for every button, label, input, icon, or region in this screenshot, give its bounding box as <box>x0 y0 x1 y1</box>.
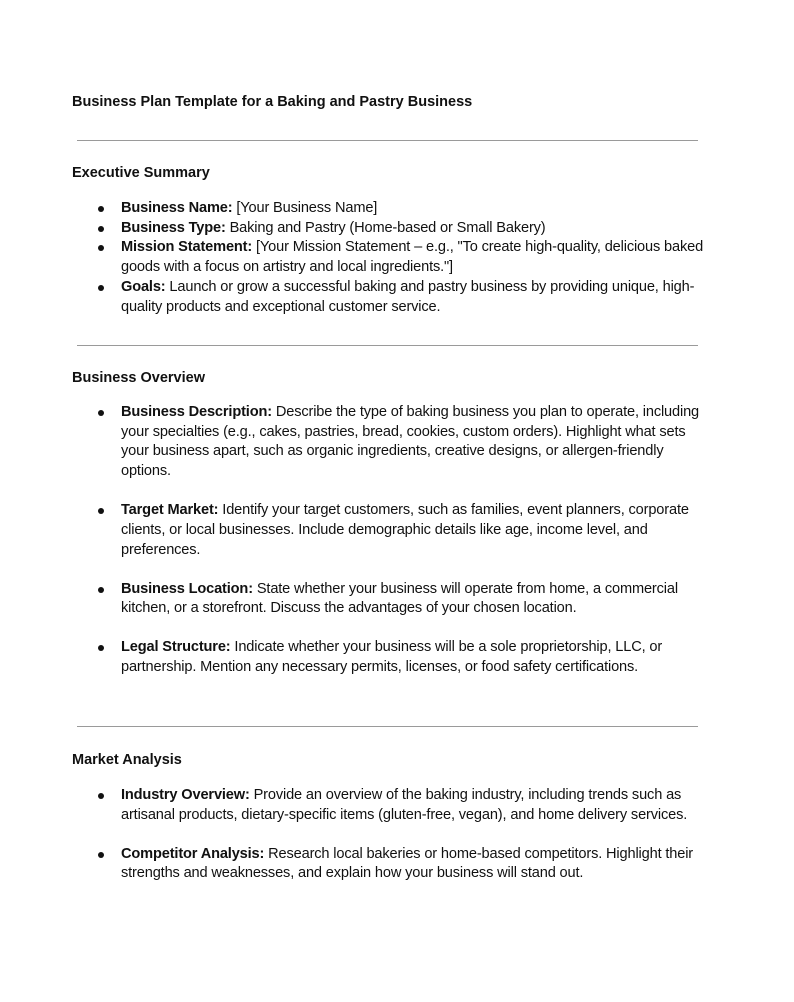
item-text: [Your Mission Statement – e.g., "To create high-quality, delicious baked goods with a focus on artistry and local ingredients."] <box>121 239 704 276</box>
business-overview-list <box>97 403 707 678</box>
item-text: Launch or grow a successful baking and pastry business by providing unique, high-quality products and exceptional customer service. <box>121 278 695 315</box>
executive-summary-list <box>97 199 707 317</box>
list-item <box>97 219 707 239</box>
item-label: Business Name: <box>121 200 233 216</box>
item-label: Business Location: <box>121 580 253 597</box>
section-heading-market-analysis: Market Analysis <box>72 752 182 768</box>
item-text: Indicate whether your business will be a sole proprietorship, LLC, or partnership. Mention any necessary permits, licenses, or food safety certifications. <box>121 639 663 675</box>
item-label: Mission Statement: <box>121 239 253 256</box>
item-text: [Your Business Name] <box>232 200 378 216</box>
item-text: Describe the type of baking business you plan to operate, including your specialties (e.g., cakes, pastries, bread, cookies, custom orders). Highlight what sets your business apart, such as organic ingredients, creative designs, or allergen-friendly options. <box>121 404 700 480</box>
divider <box>77 726 698 727</box>
item-label: Business Description: <box>121 404 272 420</box>
item-label: Goals: <box>121 278 166 295</box>
list-item <box>97 238 707 277</box>
section-heading-business-overview: Business Overview <box>72 370 205 386</box>
item-text: Identify your target customers, such as families, event planners, corporate clients, or local businesses. Include demographic details like age, income level, and preferences. <box>121 502 689 558</box>
market-analysis-list <box>97 786 707 884</box>
item-label: Competitor Analysis: <box>121 845 265 862</box>
item-label: Business Type: <box>121 219 226 236</box>
list-item <box>97 501 707 560</box>
item-label: Industry Overview: <box>121 787 250 803</box>
list-item <box>97 845 707 884</box>
item-label: Legal Structure: <box>121 639 231 656</box>
item-label: Target Market: <box>121 502 219 519</box>
item-text: Research local bakeries or home-based competitors. Highlight their strengths and weaknesses, and explain how your business will stand out. <box>121 845 694 882</box>
list-item <box>97 580 707 619</box>
item-text: Provide an overview of the baking industry, including trends such as artisanal products, dietary-specific items (gluten-free, vegan), and home delivery services. <box>121 787 688 823</box>
divider <box>77 345 698 346</box>
list-item <box>97 786 707 825</box>
list-item <box>97 403 707 482</box>
section-heading-executive-summary: Executive Summary <box>72 165 210 181</box>
list-item <box>97 638 707 677</box>
document-title: Business Plan Template for a Baking and Pastry Business <box>72 94 473 110</box>
item-text: Baking and Pastry (Home-based or Small Bakery) <box>225 219 546 236</box>
divider <box>77 140 698 141</box>
list-item <box>97 278 707 317</box>
list-item <box>97 199 707 219</box>
item-text: State whether your business will operate from home, a commercial kitchen, or a storefront. Discuss the advantages of your chosen location. <box>121 580 678 617</box>
